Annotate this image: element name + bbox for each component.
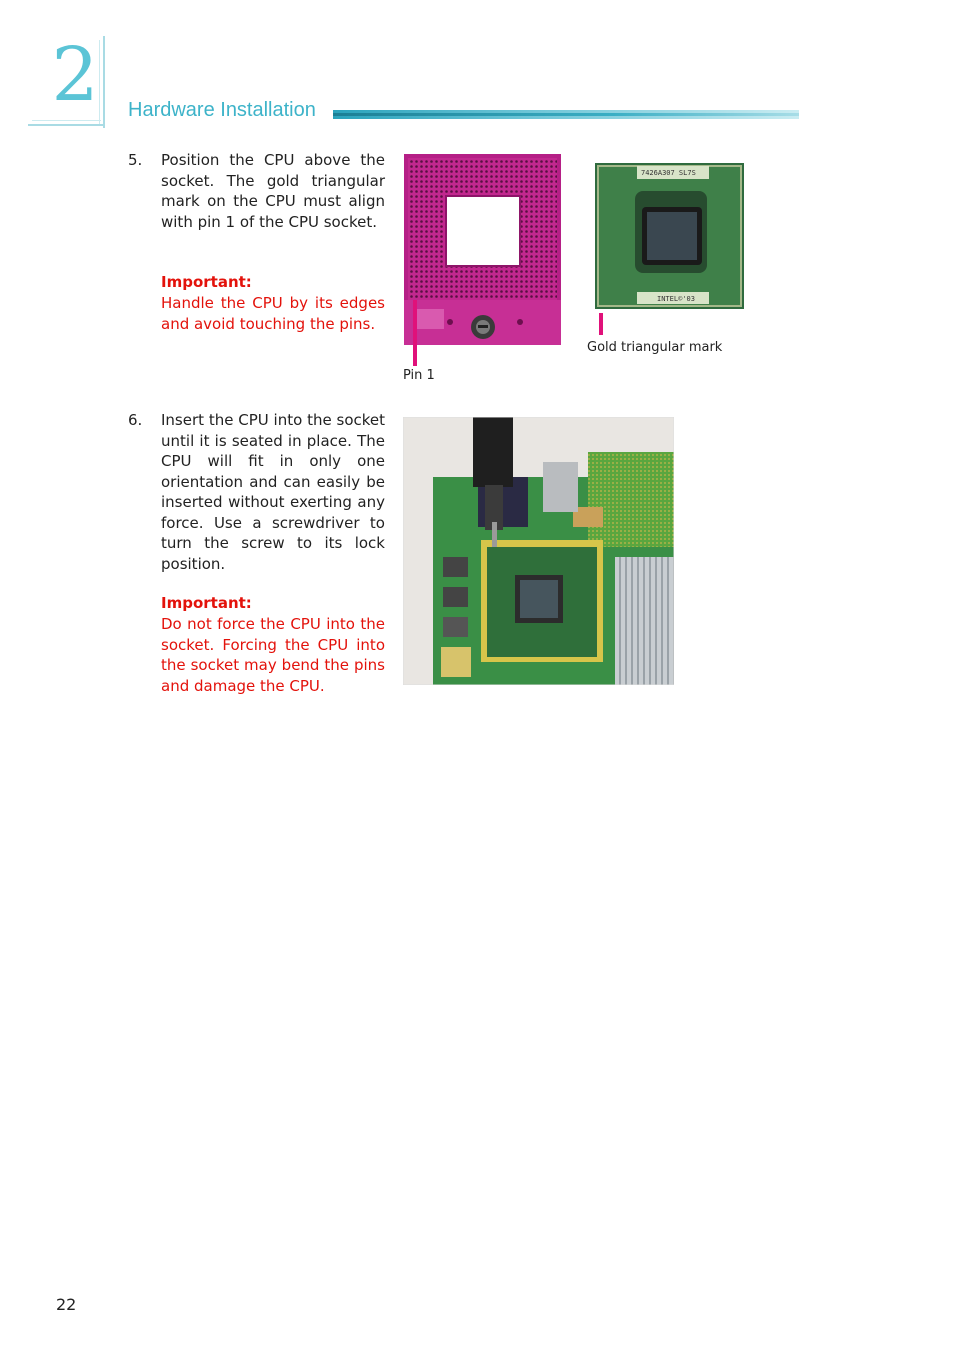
motherboard-cpu-install-photo — [403, 417, 674, 685]
cpu-label-top: 7426A307 SL7S — [641, 169, 696, 177]
step-5-number: 5. — [128, 151, 143, 169]
page-number: 22 — [56, 1295, 77, 1314]
step-5-important-text: Handle the CPU by its edges and avoid touching the pins. — [161, 294, 385, 333]
gold-mark-caption: Gold triangular mark — [587, 340, 723, 355]
gold-mark-marker — [599, 313, 603, 335]
chapter-bracket-inner-h — [32, 120, 101, 121]
step-6-number: 6. — [128, 411, 143, 429]
step-6-text: Insert the CPU into the socket until it is seated in place. The CPU will fit in only one orientation and can easily be inserted without exerting any force. Use a screwdriver to turn the screw to its lock position. — [161, 411, 385, 573]
step-5-text: Position the CPU above the socket. The gold triangular mark on the CPU must align with pin 1 of the CPU socket. — [161, 151, 385, 231]
pin1-marker — [413, 300, 417, 366]
step-6-important-label: Important: — [161, 594, 252, 612]
chapter-title: Hardware Installation — [128, 99, 316, 121]
cpu-label-bottom: INTEL©'03 — [657, 295, 695, 303]
cpu-socket-photo — [404, 154, 561, 345]
title-bar-stripe — [333, 113, 799, 116]
step-5-important-label: Important: — [161, 273, 252, 291]
chapter-bracket-horizontal — [28, 124, 105, 126]
chapter-number: 2 — [51, 32, 99, 118]
pin1-caption: Pin 1 — [403, 368, 435, 383]
cpu-photo — [595, 163, 744, 309]
step-6-important-text: Do not force the CPU into the socket. Forcing the CPU into the socket may bend the pins and damage the CPU. — [161, 615, 385, 695]
